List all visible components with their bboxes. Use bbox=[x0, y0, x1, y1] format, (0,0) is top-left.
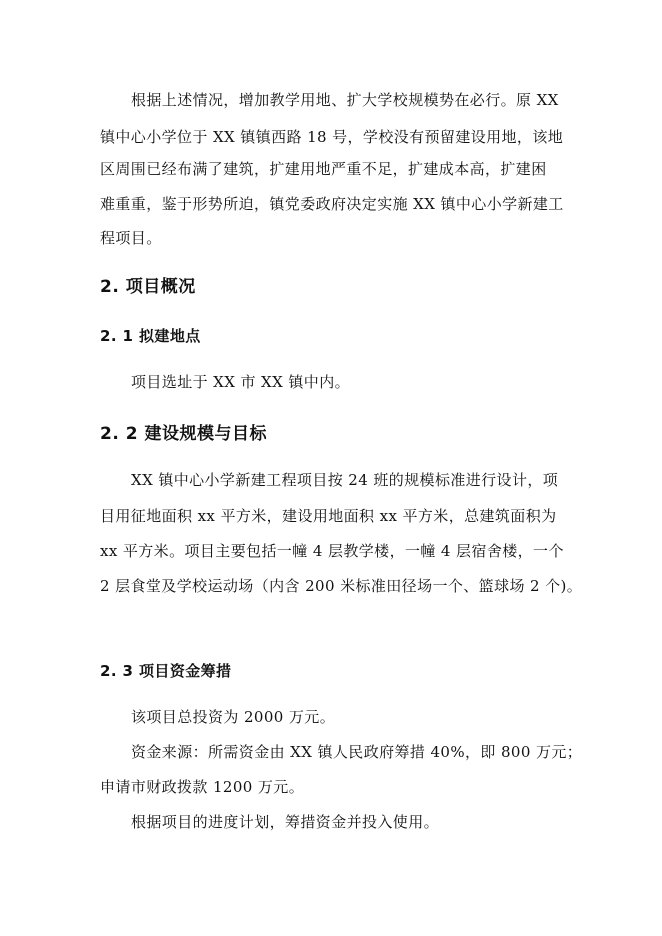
intro-line: 难重重，鉴于形势所迫，镇党委政府决定实施 XX 镇中心小学新建工 bbox=[100, 195, 564, 213]
section-2-2-line: XX 镇中心小学新建工程项目按 24 班的规模标准进行设计，项 bbox=[131, 471, 559, 489]
section-2-2-line: xx 平方米。项目主要包括一幢 4 层教学楼，一幢 4 层宿舍楼，一个 bbox=[100, 542, 564, 560]
section-heading-2-3: 2. 3 项目资金筹措 bbox=[100, 662, 232, 680]
section-2-1-text: 项目选址于 XX 市 XX 镇中内。 bbox=[131, 373, 350, 391]
section-2-2-line: 目用征地面积 xx 平方米，建设用地面积 xx 平方米，总建筑面积为 bbox=[100, 507, 557, 525]
section-2-3-line: 根据项目的进度计划，筹措资金并投入使用。 bbox=[131, 813, 440, 831]
section-heading-2-1: 2. 1 拟建地点 bbox=[100, 327, 201, 345]
section-2-3-line: 该项目总投资为 2000 万元。 bbox=[131, 708, 336, 726]
intro-line: 区周围已经布满了建筑，扩建用地严重不足，扩建成本高，扩建困 bbox=[100, 160, 547, 178]
intro-line: 根据上述情况，增加教学用地、扩大学校规模势在必行。原 XX bbox=[131, 91, 559, 109]
intro-line: 程项目。 bbox=[100, 229, 162, 247]
section-2-3-line: 资金来源：所需资金由 XX 镇人民政府筹措 40%，即 800 万元； bbox=[131, 743, 583, 761]
intro-line: 镇中心小学位于 XX 镇镇西路 18 号，学校没有预留建设用地，该地 bbox=[100, 128, 564, 146]
section-2-2-line: 2 层食堂及学校运动场（内含 200 米标准田径场一个、篮球场 2 个)。 bbox=[100, 577, 583, 595]
section-heading-2: 2. 项目概况 bbox=[100, 277, 196, 297]
section-heading-2-2: 2. 2 建设规模与目标 bbox=[100, 424, 267, 444]
section-2-3-line: 申请市财政拨款 1200 万元。 bbox=[100, 778, 305, 796]
